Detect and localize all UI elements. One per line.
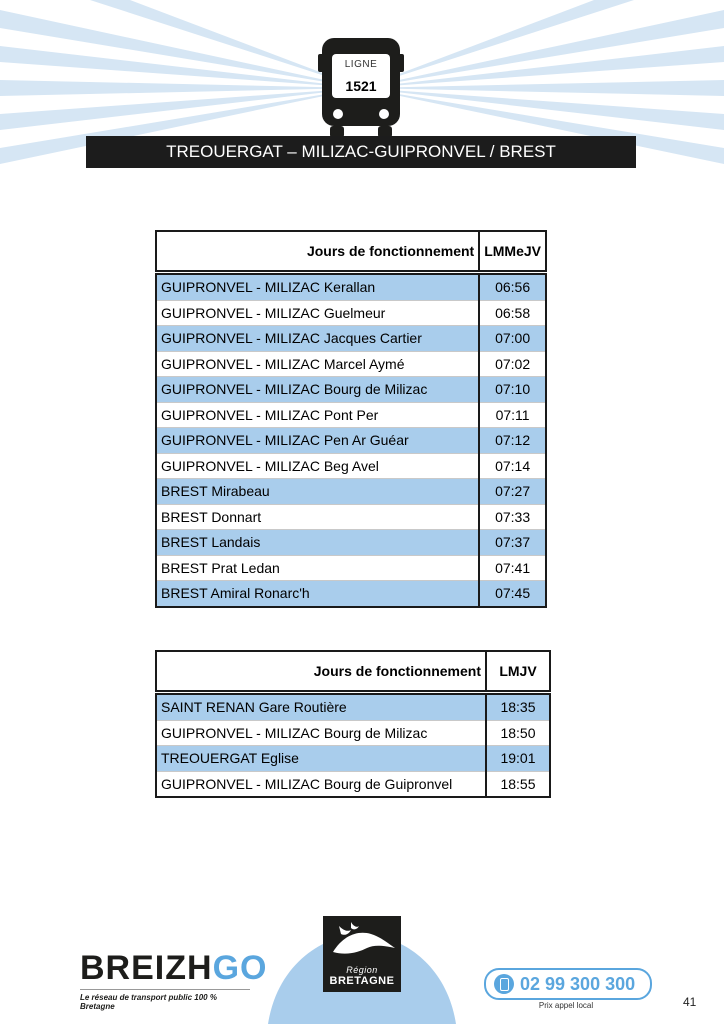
day-code: LMMeJV bbox=[479, 231, 546, 273]
departure-time: 07:00 bbox=[479, 326, 546, 352]
brand-tagline: Le réseau de transport public 100 % Bretagne bbox=[80, 989, 250, 1011]
table-row bbox=[156, 428, 546, 454]
departure-time: 19:01 bbox=[486, 746, 550, 772]
stop-name: SAINT RENAN Gare Routière bbox=[156, 693, 486, 721]
stop-name: GUIPRONVEL - MILIZAC Pen Ar Guéar bbox=[156, 428, 479, 454]
table-row bbox=[156, 351, 546, 377]
departure-time: 07:33 bbox=[479, 504, 546, 530]
departure-time: 07:02 bbox=[479, 351, 546, 377]
stop-name: TREOUERGAT Eglise bbox=[156, 746, 486, 772]
day-code: LMJV bbox=[486, 651, 550, 693]
stop-name: BREST Mirabeau bbox=[156, 479, 479, 505]
phone-icon bbox=[494, 974, 514, 994]
line-number: 1521 bbox=[345, 78, 377, 94]
phone-box[interactable] bbox=[484, 968, 652, 1000]
departure-time: 18:55 bbox=[486, 771, 550, 797]
table-row bbox=[156, 453, 546, 479]
departure-time: 18:35 bbox=[486, 693, 550, 721]
stop-name: BREST Donnart bbox=[156, 504, 479, 530]
departure-time: 06:56 bbox=[479, 273, 546, 301]
operating-days-label: Jours de fonctionnement bbox=[156, 231, 479, 273]
table-row bbox=[156, 326, 546, 352]
page-number: 41 bbox=[683, 995, 697, 1009]
stop-name: GUIPRONVEL - MILIZAC Bourg de Milizac bbox=[156, 377, 479, 403]
table-row bbox=[156, 300, 546, 326]
table-row bbox=[156, 720, 550, 746]
departure-time: 07:14 bbox=[479, 453, 546, 479]
table-header-row bbox=[156, 231, 546, 273]
brand-main: BREIZH bbox=[80, 949, 213, 987]
ligne-label: LIGNE bbox=[344, 59, 378, 70]
departure-time: 07:11 bbox=[479, 402, 546, 428]
stop-name: GUIPRONVEL - MILIZAC Beg Avel bbox=[156, 453, 479, 479]
departure-time: 07:27 bbox=[479, 479, 546, 505]
table-row bbox=[156, 555, 546, 581]
stop-name: GUIPRONVEL - MILIZAC Kerallan bbox=[156, 273, 479, 301]
timetable-morning bbox=[155, 230, 547, 608]
departure-time: 07:41 bbox=[479, 555, 546, 581]
departure-time: 06:58 bbox=[479, 300, 546, 326]
departure-time: 07:12 bbox=[479, 428, 546, 454]
stop-name: GUIPRONVEL - MILIZAC Jacques Cartier bbox=[156, 326, 479, 352]
table-row bbox=[156, 402, 546, 428]
bus-icon bbox=[318, 38, 404, 138]
stop-name: GUIPRONVEL - MILIZAC Bourg de Guipronvel bbox=[156, 771, 486, 797]
table-row bbox=[156, 581, 546, 607]
route-title: TREOUERGAT – MILIZAC-GUIPRONVEL / BREST bbox=[86, 136, 636, 168]
table-row bbox=[156, 377, 546, 403]
departure-time: 07:45 bbox=[479, 581, 546, 607]
table-row bbox=[156, 746, 550, 772]
departure-time: 18:50 bbox=[486, 720, 550, 746]
stop-name: GUIPRONVEL - MILIZAC Pont Per bbox=[156, 402, 479, 428]
table-row bbox=[156, 530, 546, 556]
operating-days-label: Jours de fonctionnement bbox=[156, 651, 486, 693]
stop-name: GUIPRONVEL - MILIZAC Bourg de Milizac bbox=[156, 720, 486, 746]
breizhgo-logo bbox=[80, 949, 268, 1011]
phone-number: 02 99 300 300 bbox=[520, 974, 636, 994]
table-row bbox=[156, 479, 546, 505]
region-bretagne-logo bbox=[323, 916, 401, 992]
table-row bbox=[156, 771, 550, 797]
table-row bbox=[156, 273, 546, 301]
stop-name: GUIPRONVEL - MILIZAC Marcel Aymé bbox=[156, 351, 479, 377]
region-line1: Région bbox=[346, 965, 378, 975]
stop-name: BREST Prat Ledan bbox=[156, 555, 479, 581]
timetable-evening bbox=[155, 650, 551, 798]
stop-name: BREST Amiral Ronarc'h bbox=[156, 581, 479, 607]
ermine-icon bbox=[323, 916, 401, 964]
departure-time: 07:10 bbox=[479, 377, 546, 403]
stop-name: BREST Landais bbox=[156, 530, 479, 556]
region-line2: BRETAGNE bbox=[329, 975, 395, 987]
stop-name: GUIPRONVEL - MILIZAC Guelmeur bbox=[156, 300, 479, 326]
table-row bbox=[156, 504, 546, 530]
departure-time: 07:37 bbox=[479, 530, 546, 556]
table-row bbox=[156, 693, 550, 721]
table-header-row bbox=[156, 651, 550, 693]
phone-note: Prix appel local bbox=[538, 1001, 594, 1010]
brand-accent: GO bbox=[212, 949, 268, 987]
